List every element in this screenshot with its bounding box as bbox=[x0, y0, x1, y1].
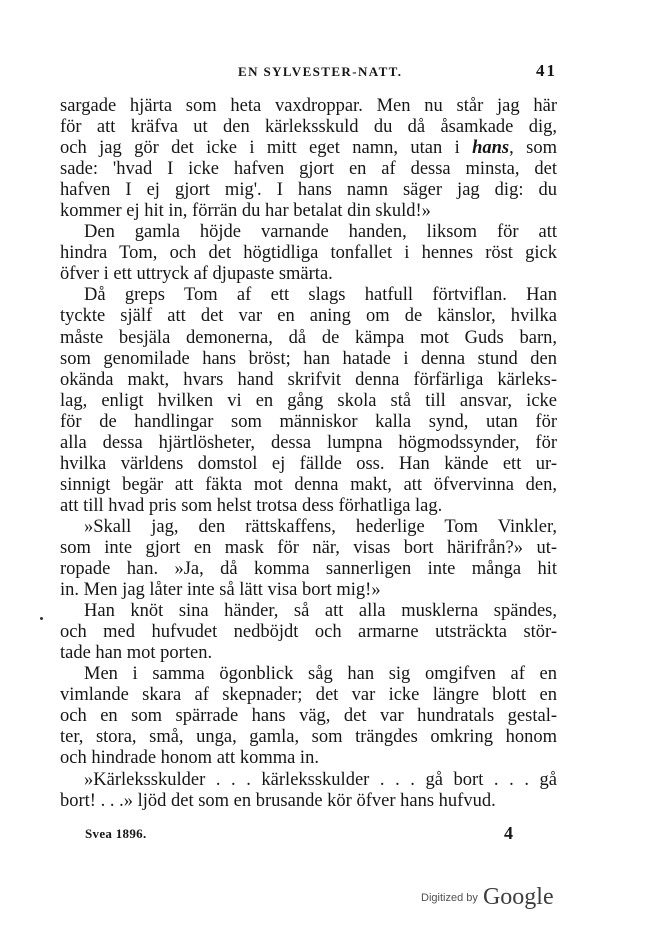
text-line bbox=[60, 138, 557, 159]
text-line: öfver i ett uttryck af djupaste smärta. bbox=[60, 264, 333, 285]
text-segment: , som bbox=[509, 138, 557, 159]
text-line: och en som spärrade hans väg, det var hundratals gestal- bbox=[60, 706, 557, 727]
text-line: måste besjäla demonerna, då de kämpa mot Guds barn, bbox=[60, 327, 557, 348]
text-line: hafven I ej gjort mig'. I hans namn säger jag dig: du bbox=[60, 180, 557, 201]
text-line: Den gamla höjde varnande handen, liksom för att bbox=[84, 222, 557, 243]
running-title: EN SYLVESTER-NATT. bbox=[238, 64, 403, 79]
emphasized-word: hans bbox=[472, 138, 510, 159]
text-line: hindra Tom, och det högtidliga tonfallet i hennes röst gick bbox=[60, 243, 557, 264]
text-line: kommer ej hit in, förrän du har betalat din skuld!» bbox=[60, 201, 431, 222]
text-line: sade: 'hvad I icke hafven gjort en af dessa minsta, det bbox=[60, 159, 557, 180]
text-line: ter, stora, små, unga, gamla, som trängdes omkring honom bbox=[60, 727, 557, 748]
text-line: okända makt, hvars hand skrifvit denna förfärliga kärleks- bbox=[60, 369, 557, 390]
text-line: Då greps Tom af ett slags hatfull förtviflan. Han bbox=[84, 285, 557, 306]
text-line: tade han mot porten. bbox=[60, 643, 213, 664]
watermark-prefix: Digitized by bbox=[421, 892, 478, 904]
text-line: vimlande skara af skepnader; det var icke längre blott en bbox=[60, 685, 557, 706]
text-line: hvilka världens domstol ej fällde oss. Han kände ett ur- bbox=[60, 453, 557, 474]
text-line: Men i samma ögonblick såg han sig omgifven af en bbox=[84, 664, 557, 685]
text-line: Han knöt sina händer, så att alla musklerna spändes, bbox=[84, 601, 557, 622]
text-line: och med hufvudet nedböjdt och armarne utsträckta stör- bbox=[60, 622, 557, 643]
text-line: sargade hjärta som heta vaxdroppar. Men nu står jag här bbox=[60, 96, 557, 116]
digitized-watermark bbox=[421, 884, 554, 912]
text-line: bort! . . .» ljöd det som en brusande kör öfver hans hufvud. bbox=[60, 790, 496, 811]
signature-mark: Svea 1896. bbox=[85, 826, 147, 841]
text-line: »Skall jag, den rättskaffens, hederlige Tom Vinkler, bbox=[84, 516, 557, 537]
text-line: »Kärleksskulder . . . kärleksskulder . . . gå bort . . . gå bbox=[84, 769, 557, 790]
text-line: lag, enligt hvilken vi en gång skola stå till ansvar, icke bbox=[60, 390, 557, 411]
text-line: ropade han. »Ja, då komma sannerligen inte många hit bbox=[60, 559, 557, 580]
margin-mark bbox=[40, 617, 43, 620]
text-line: att till hvad pris som helst trotsa dess förhatliga lag. bbox=[60, 495, 443, 516]
text-line: som inte gjort en mask för när, visas bort härifrån?» ut- bbox=[60, 537, 557, 558]
signature-number: 4 bbox=[504, 823, 513, 843]
text-line: sinnigt begär att fäkta mot denna makt, att öfvervinna den, bbox=[60, 474, 557, 495]
page-number: 41 bbox=[536, 61, 557, 80]
google-logo: Google bbox=[482, 884, 554, 910]
text-line: och hindrade honom att komma in. bbox=[60, 748, 319, 769]
running-head bbox=[60, 61, 557, 86]
text-line: tyckte själf att det var en aning om de känslor, hvilka bbox=[60, 306, 557, 327]
text-segment: och jag gör det icke i mitt eget namn, utan i bbox=[60, 138, 473, 159]
text-line: alla dessa hjärtlösheter, dessa lumpna högmodssynder, för bbox=[60, 432, 557, 453]
body-text bbox=[60, 96, 557, 812]
text-line: in. Men jag låter inte så lätt visa bort mig!» bbox=[60, 580, 381, 601]
signature-row bbox=[60, 823, 557, 848]
text-line: för de handlingar som människor kalla synd, utan för bbox=[60, 411, 557, 432]
text-line: som genomilade hans bröst; han hatade i denna stund den bbox=[60, 348, 557, 369]
text-line: för att kräfva ut den kärleksskuld du då åsamkade dig, bbox=[60, 117, 557, 138]
